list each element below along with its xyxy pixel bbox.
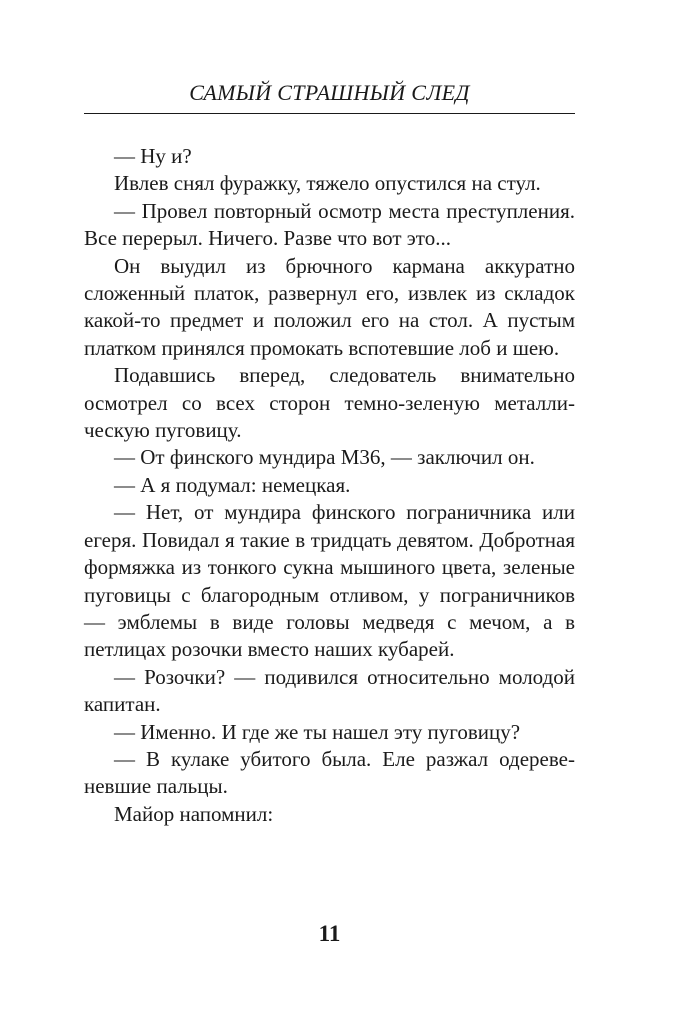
page-number: 11 <box>318 921 341 946</box>
paragraph: — В кулаке убитого была. Еле разжал одеревеневшие пальцы. <box>84 746 575 799</box>
running-head: САМЫЙ СТРАШНЫЙ СЛЕД <box>189 80 470 105</box>
paragraph: — От финского мундира М36, — заключил он. <box>114 445 535 470</box>
body-text <box>84 143 575 828</box>
paragraph: Ивлев снял фуражку, тяжело опустился на стул. <box>114 171 541 196</box>
header-rule <box>84 113 575 114</box>
paragraph: — Нет, от мундира финского пограничника или егеря. Повидал я такие в тридцать девятом. Добротная формяжка из тонкого сукна мышиного цвета, зеленые пуговицы с благородным отливом, у пограничников — эмблемы в виде головы медведя с мечом, а в петлицах розочки вместо наших кубарей. <box>84 500 575 662</box>
paragraph: — Ну и? <box>114 144 192 168</box>
paragraph: — А я подумал: немецкая. <box>114 472 351 497</box>
paragraph: Он выудил из брючного кармана аккуратно сложенный платок, развернул его, извлек из складок какой-то предмет и положил его на стол. А пустым платком принялся промокать вспотевшие лоб и шею. <box>84 253 575 360</box>
paragraph: Подавшись вперед, следователь внимательно осмотрел со всех сторон темно-зеленую металлическую пуговицу. <box>84 363 575 443</box>
paragraph: — Провел повторный осмотр места преступления. Все перерыл. Ничего. Разве что вот это... <box>84 198 575 251</box>
paragraph: — Именно. И где же ты нашел эту пуговицу? <box>114 719 521 744</box>
paragraph: — Розочки? — подивился относительно молодой капитан. <box>84 664 575 717</box>
book-page <box>84 0 575 1034</box>
paragraph: Майор напомнил: <box>114 801 274 826</box>
